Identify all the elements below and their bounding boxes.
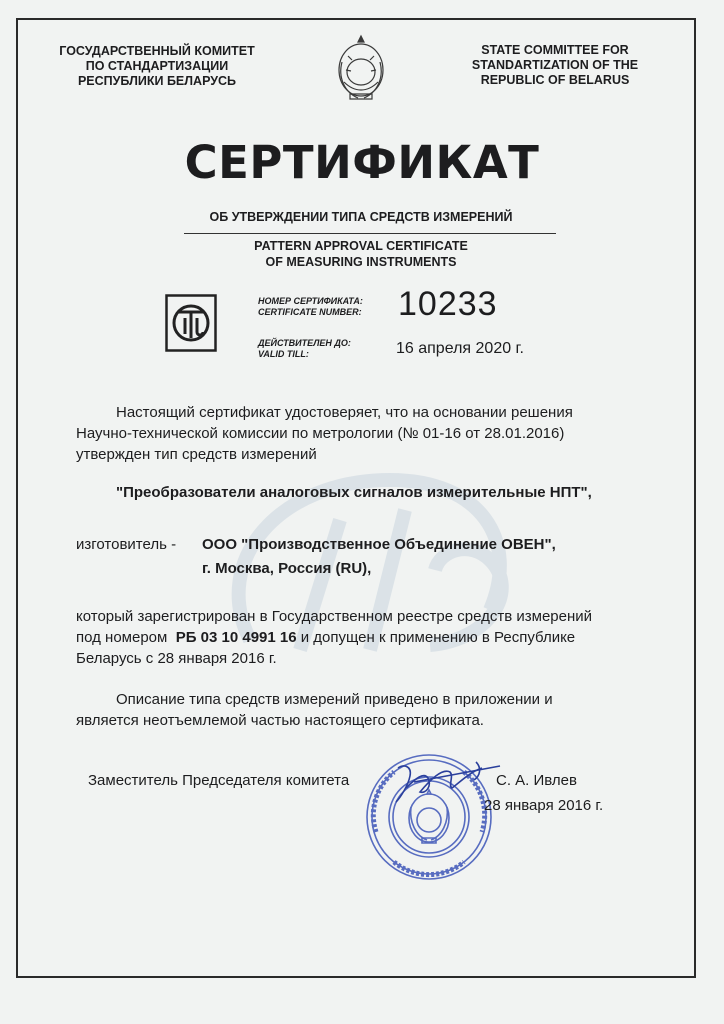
document-title: СЕРТИФИКАТ (184, 136, 540, 189)
body-text-line: Беларусь с 28 января 2016 г. (76, 650, 277, 667)
body-text-line: который зарегистрирован в Государственном реестре средств измерений (76, 608, 593, 625)
header-left-line: ПО СТАНДАРТИЗАЦИИ (85, 59, 229, 73)
signature-date: 28 января 2016 г. (484, 797, 604, 814)
body-text-line (76, 628, 575, 649)
label-en: CERTIFICATE NUMBER: (258, 307, 362, 317)
header-left (52, 44, 262, 89)
label-en: VALID TILL: (258, 349, 309, 359)
divider (184, 233, 556, 234)
certificate-number: 10233 (398, 285, 498, 323)
header-right-line: REPUBLIC OF BELARUS (480, 73, 630, 87)
body-text-line: Настоящий сертификат удостоверяет, что на основании решения (116, 404, 573, 421)
manufacturer-label: изготовитель - (76, 536, 177, 553)
registration-number: РБ 03 10 4991 16 (175, 629, 297, 646)
header-left-line: ГОСУДАРСТВЕННЫЙ КОМИТЕТ (59, 44, 255, 58)
text-fragment: под номером (76, 629, 168, 646)
header-right-line: STATE COMMITTEE FOR (481, 43, 629, 57)
manufacturer-location: г. Москва, Россия (RU), (202, 560, 372, 577)
text-fragment: и допущен к применению в Республике (300, 629, 576, 646)
body-text-line: является неотъемлемой частью настоящего сертификата. (76, 712, 484, 729)
subtitle-english-line: OF MEASURING INSTRUMENTS (265, 255, 457, 269)
subtitle-russian: ОБ УТВЕРЖДЕНИИ ТИПА СРЕДСТВ ИЗМЕРЕНИЙ (209, 210, 513, 224)
subtitle-english (176, 238, 546, 270)
signer-position: Заместитель Председателя комитета (88, 772, 350, 789)
belarus-emblem-icon (330, 32, 392, 104)
signer-name: С. А. Ивлев (496, 772, 577, 789)
header-right-line: STANDARTIZATION OF THE (471, 58, 639, 72)
header-right (440, 43, 670, 88)
standard-mark-icon (165, 294, 217, 352)
label-ru: ДЕЙСТВИТЕЛЕН ДО: (258, 338, 351, 348)
body-text-line: утвержден тип средств измерений (76, 446, 317, 463)
manufacturer-name: ООО "Производственное Объединение ОВЕН", (202, 536, 556, 553)
valid-till-label (258, 338, 351, 360)
label-ru: НОМЕР СЕРТИФИКАТА: (258, 296, 363, 306)
header-left-line: РЕСПУБЛИКИ БЕЛАРУСЬ (77, 74, 237, 88)
certificate-number-label (258, 296, 363, 318)
instrument-name: "Преобразователи аналоговых сигналов измерительные НПТ", (116, 484, 592, 501)
body-text-line: Научно-технической комиссии по метрологии (№ 01-16 от 28.01.2016) (76, 425, 565, 442)
subtitle-english-line: PATTERN APPROVAL CERTIFICATE (254, 239, 468, 253)
body-text-line: Описание типа средств измерений приведено в приложении и (116, 691, 553, 708)
valid-till-date: 16 апреля 2020 г. (396, 340, 524, 357)
